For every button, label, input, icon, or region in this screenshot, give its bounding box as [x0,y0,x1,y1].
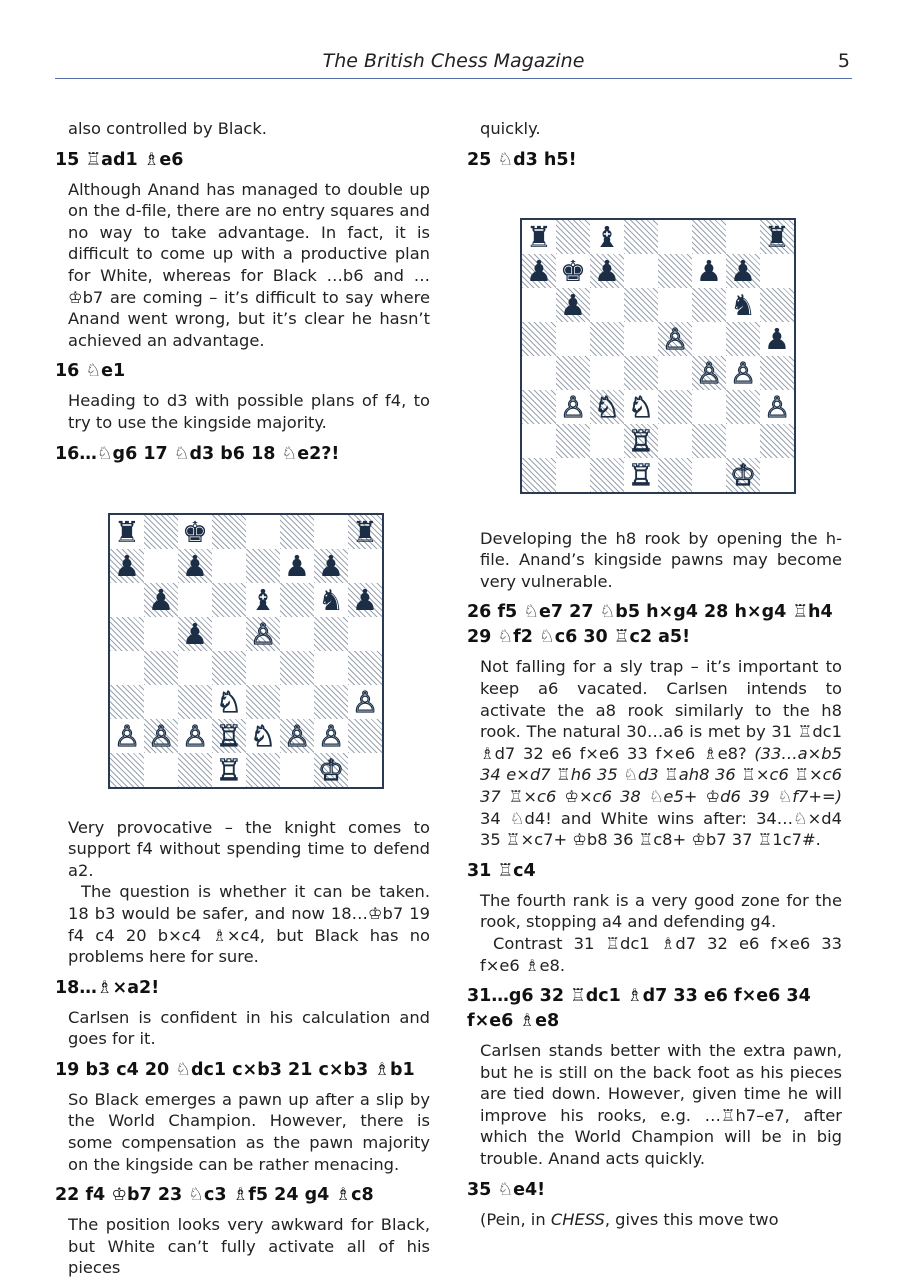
black-pawn-icon: ♟ [114,548,140,583]
dark-square [692,220,726,254]
white-king-icon: ♔ [730,457,756,492]
white-knight-icon: ♘ [594,389,620,424]
move-heading: 25 ♘d3 h5! [467,149,577,170]
italic-span: (33…a×b5 34 e×d7 ♖h6 35 ♘d3 ♖ah8 36 ♖×c6 ♖×c6 37 ♖×c6 ♔×c6 38 ♘e5+ ♔d6 39 ♘f7+=) [480,743,842,806]
dark-square [212,583,246,617]
white-knight-icon: ♘ [628,389,654,424]
light-square [280,685,314,719]
white-pawn-icon: ♙ [318,718,344,753]
dark-square [522,390,556,424]
light-square [178,583,212,617]
dark-square [280,651,314,685]
dark-square [556,220,590,254]
light-square [760,254,794,288]
black-pawn-icon: ♟ [284,548,310,583]
white-pawn-icon: ♙ [696,355,722,390]
black-pawn-icon: ♟ [318,548,344,583]
dark-square [522,322,556,356]
commentary-paragraph: The position looks very awkward for Black, but White can’t fully activate all of his pieces [68,1215,430,1278]
commentary-paragraph: Heading to d3 with possible plans of f4, to try to use the kingside majority. [68,391,430,432]
dark-square [110,753,144,787]
move-heading: 22 f4 ♔b7 23 ♘c3 ♗f5 24 g4 ♗c8 [55,1185,374,1206]
light-square [522,288,556,322]
light-square [556,458,590,492]
move-heading: 16…♘g6 17 ♘d3 b6 18 ♘e2?! [55,443,340,464]
light-square [522,424,556,458]
dark-square [726,390,760,424]
white-pawn-icon: ♙ [284,718,310,753]
dark-square [658,254,692,288]
black-pawn-icon: ♟ [764,321,790,356]
light-square [212,617,246,651]
light-square [590,356,624,390]
white-pawn-icon: ♙ [764,389,790,424]
black-rook-icon: ♜ [764,219,790,254]
dark-square [280,583,314,617]
light-square [556,322,590,356]
white-pawn-icon: ♙ [560,389,586,424]
white-king-icon: ♔ [318,752,344,787]
magazine-title: The British Chess Magazine [322,50,585,72]
light-square [246,651,280,685]
light-square [624,322,658,356]
black-rook-icon: ♜ [526,219,552,254]
dark-square [522,458,556,492]
dark-square [658,458,692,492]
dark-square [246,549,280,583]
dark-square [760,356,794,390]
dark-square [556,424,590,458]
black-pawn-icon: ♟ [594,253,620,288]
move-heading: 19 b3 c4 20 ♘dc1 c×b3 21 c×b3 ♗b1 [55,1059,415,1080]
right-column [467,118,842,1230]
light-square [658,424,692,458]
dark-square [314,685,348,719]
italic-span: CHESS [550,1209,605,1229]
left-column [55,118,430,1279]
dark-square [212,515,246,549]
dark-square [726,322,760,356]
dark-square [110,617,144,651]
dark-square [144,515,178,549]
light-square [760,458,794,492]
light-square [348,549,382,583]
white-pawn-icon: ♙ [662,321,688,356]
black-rook-icon: ♜ [352,514,378,549]
black-rook-icon: ♜ [114,514,140,549]
white-rook-icon: ♖ [216,718,242,753]
white-pawn-icon: ♙ [250,616,276,651]
light-square [314,651,348,685]
black-pawn-icon: ♟ [148,582,174,617]
black-pawn-icon: ♟ [352,582,378,617]
commentary-paragraph: The fourth rank is a very good zone for the rook, stopping a4 and defending g4. [480,890,842,932]
white-pawn-icon: ♙ [114,718,140,753]
commentary-paragraph: also controlled by Black. [68,119,267,138]
light-square [590,288,624,322]
black-king-icon: ♚ [182,514,208,549]
black-knight-icon: ♞ [730,287,756,322]
light-square [726,220,760,254]
dark-square [624,220,658,254]
chess-diagram-board1 [108,513,384,789]
black-pawn-icon: ♟ [730,253,756,288]
commentary-paragraph: Although Anand has managed to double up on the d-file, there are no entry squares and no way to take advantage. In fact, it is difficult to come up with a productive plan for White, whereas for Black …b6 and …♔b7 are coming – it’s difficult to say where Anand went wrong, but it’s clear he hasn’t achieved an advantage. [68,179,430,350]
running-header [55,48,852,79]
commentary-paragraph: Contrast 31 ♖dc1 ♗d7 32 e6 f×e6 33 f×e6 ♗e8. [480,933,842,975]
black-bishop-icon: ♝ [250,582,276,617]
light-square [212,549,246,583]
move-heading: 26 f5 ♘e7 27 ♘b5 h×g4 28 h×g4 ♖h4 29 ♘f2 ♘c6 30 ♖c2 a5! [467,602,833,648]
black-pawn-icon: ♟ [182,548,208,583]
dark-square [348,719,382,753]
move-heading: 31…g6 32 ♖dc1 ♗d7 33 e6 f×e6 34 f×e6 ♗e8 [467,986,811,1032]
black-pawn-icon: ♟ [696,253,722,288]
dark-square [144,651,178,685]
white-knight-icon: ♘ [250,718,276,753]
dark-square [658,390,692,424]
move-heading: 18…♗×a2! [55,977,160,998]
light-square [144,685,178,719]
light-square [692,390,726,424]
light-square [110,651,144,685]
light-square [144,753,178,787]
text-span: Not falling for a sly trap – it’s important to keep a6 vacated. Carlsen intends to activate the a8 rook similarly to the h8 rook. The natural 30…a6 is met by 31 ♖dc1 ♗d7 32 e6 f×e6 33 f×e6 ♗e8? [480,657,842,763]
white-knight-icon: ♘ [216,684,242,719]
text-span: 34 ♘d4! and White wins after: 34…♘×d4 35 ♖×c7+ ♔b8 36 ♖c8+ ♔b7 37 ♖1c7#. [480,808,842,850]
commentary-paragraph: Carlsen is confident in his calculation and goes for it. [68,1007,430,1049]
light-square [624,254,658,288]
page-number: 5 [837,50,850,72]
dark-square [692,288,726,322]
move-heading: 31 ♖c4 [467,860,536,881]
dark-square [212,651,246,685]
dark-square [314,617,348,651]
text-span: (Pein, in [480,1209,551,1229]
text-span: , gives this move two [604,1209,779,1229]
move-heading: 16 ♘e1 [55,361,126,382]
move-heading: 35 ♘e4! [467,1179,546,1200]
dark-square [590,458,624,492]
black-pawn-icon: ♟ [526,253,552,288]
commentary-paragraph [480,656,842,850]
white-pawn-icon: ♙ [730,355,756,390]
dark-square [760,288,794,322]
commentary-paragraph: Carlsen stands better with the extra pawn, but he is still on the back foot as his pieces are tied down. However, given time he will improve his rooks, e.g. …♖h7–e7, after which the World Champion will be in big trouble. Anand acts quickly. [480,1041,842,1169]
light-square [314,515,348,549]
black-knight-icon: ♞ [318,582,344,617]
commentary-paragraph [480,1209,842,1231]
light-square [348,753,382,787]
light-square [348,617,382,651]
light-square [658,220,692,254]
white-rook-icon: ♖ [628,457,654,492]
chess-diagram-board2 [520,218,796,494]
light-square [246,515,280,549]
dark-square [624,356,658,390]
light-square [144,549,178,583]
black-pawn-icon: ♟ [182,616,208,651]
dark-square [246,753,280,787]
light-square [692,458,726,492]
dark-square [692,424,726,458]
light-square [280,617,314,651]
white-pawn-icon: ♙ [182,718,208,753]
commentary-paragraph: Developing the h8 rook by opening the h-file. Anand’s kingside pawns may become very vulnerable. [480,528,842,591]
commentary-paragraph: Very provocative – the knight comes to support f4 without spending time to defend a2. [68,817,430,880]
commentary-paragraph: So Black emerges a pawn up after a slip by the World Champion. However, there is some compensation as the pawn majority on the kingside can be rather menacing. [68,1089,430,1174]
move-heading: 15 ♖ad1 ♗e6 [55,149,184,170]
black-king-icon: ♚ [560,253,586,288]
light-square [590,424,624,458]
dark-square [590,322,624,356]
dark-square [624,288,658,322]
dark-square [110,685,144,719]
dark-square [280,515,314,549]
light-square [692,322,726,356]
light-square [522,356,556,390]
black-bishop-icon: ♝ [594,219,620,254]
white-pawn-icon: ♙ [148,718,174,753]
dark-square [556,356,590,390]
dark-square [178,685,212,719]
white-pawn-icon: ♙ [352,684,378,719]
commentary-paragraph: The question is whether it can be taken. 18 b3 would be safer, and now 18…♔b7 19 f4 c4 20 b×c4 ♗×c4, but Black has no problems here for sure. [68,882,430,967]
light-square [658,288,692,322]
light-square [178,651,212,685]
dark-square [348,651,382,685]
light-square [280,753,314,787]
light-square [726,424,760,458]
white-rook-icon: ♖ [628,423,654,458]
white-rook-icon: ♖ [216,752,242,787]
black-pawn-icon: ♟ [560,287,586,322]
dark-square [178,753,212,787]
light-square [658,356,692,390]
commentary-paragraph: quickly. [480,119,541,138]
light-square [144,617,178,651]
light-square [110,583,144,617]
dark-square [760,424,794,458]
dark-square [246,685,280,719]
